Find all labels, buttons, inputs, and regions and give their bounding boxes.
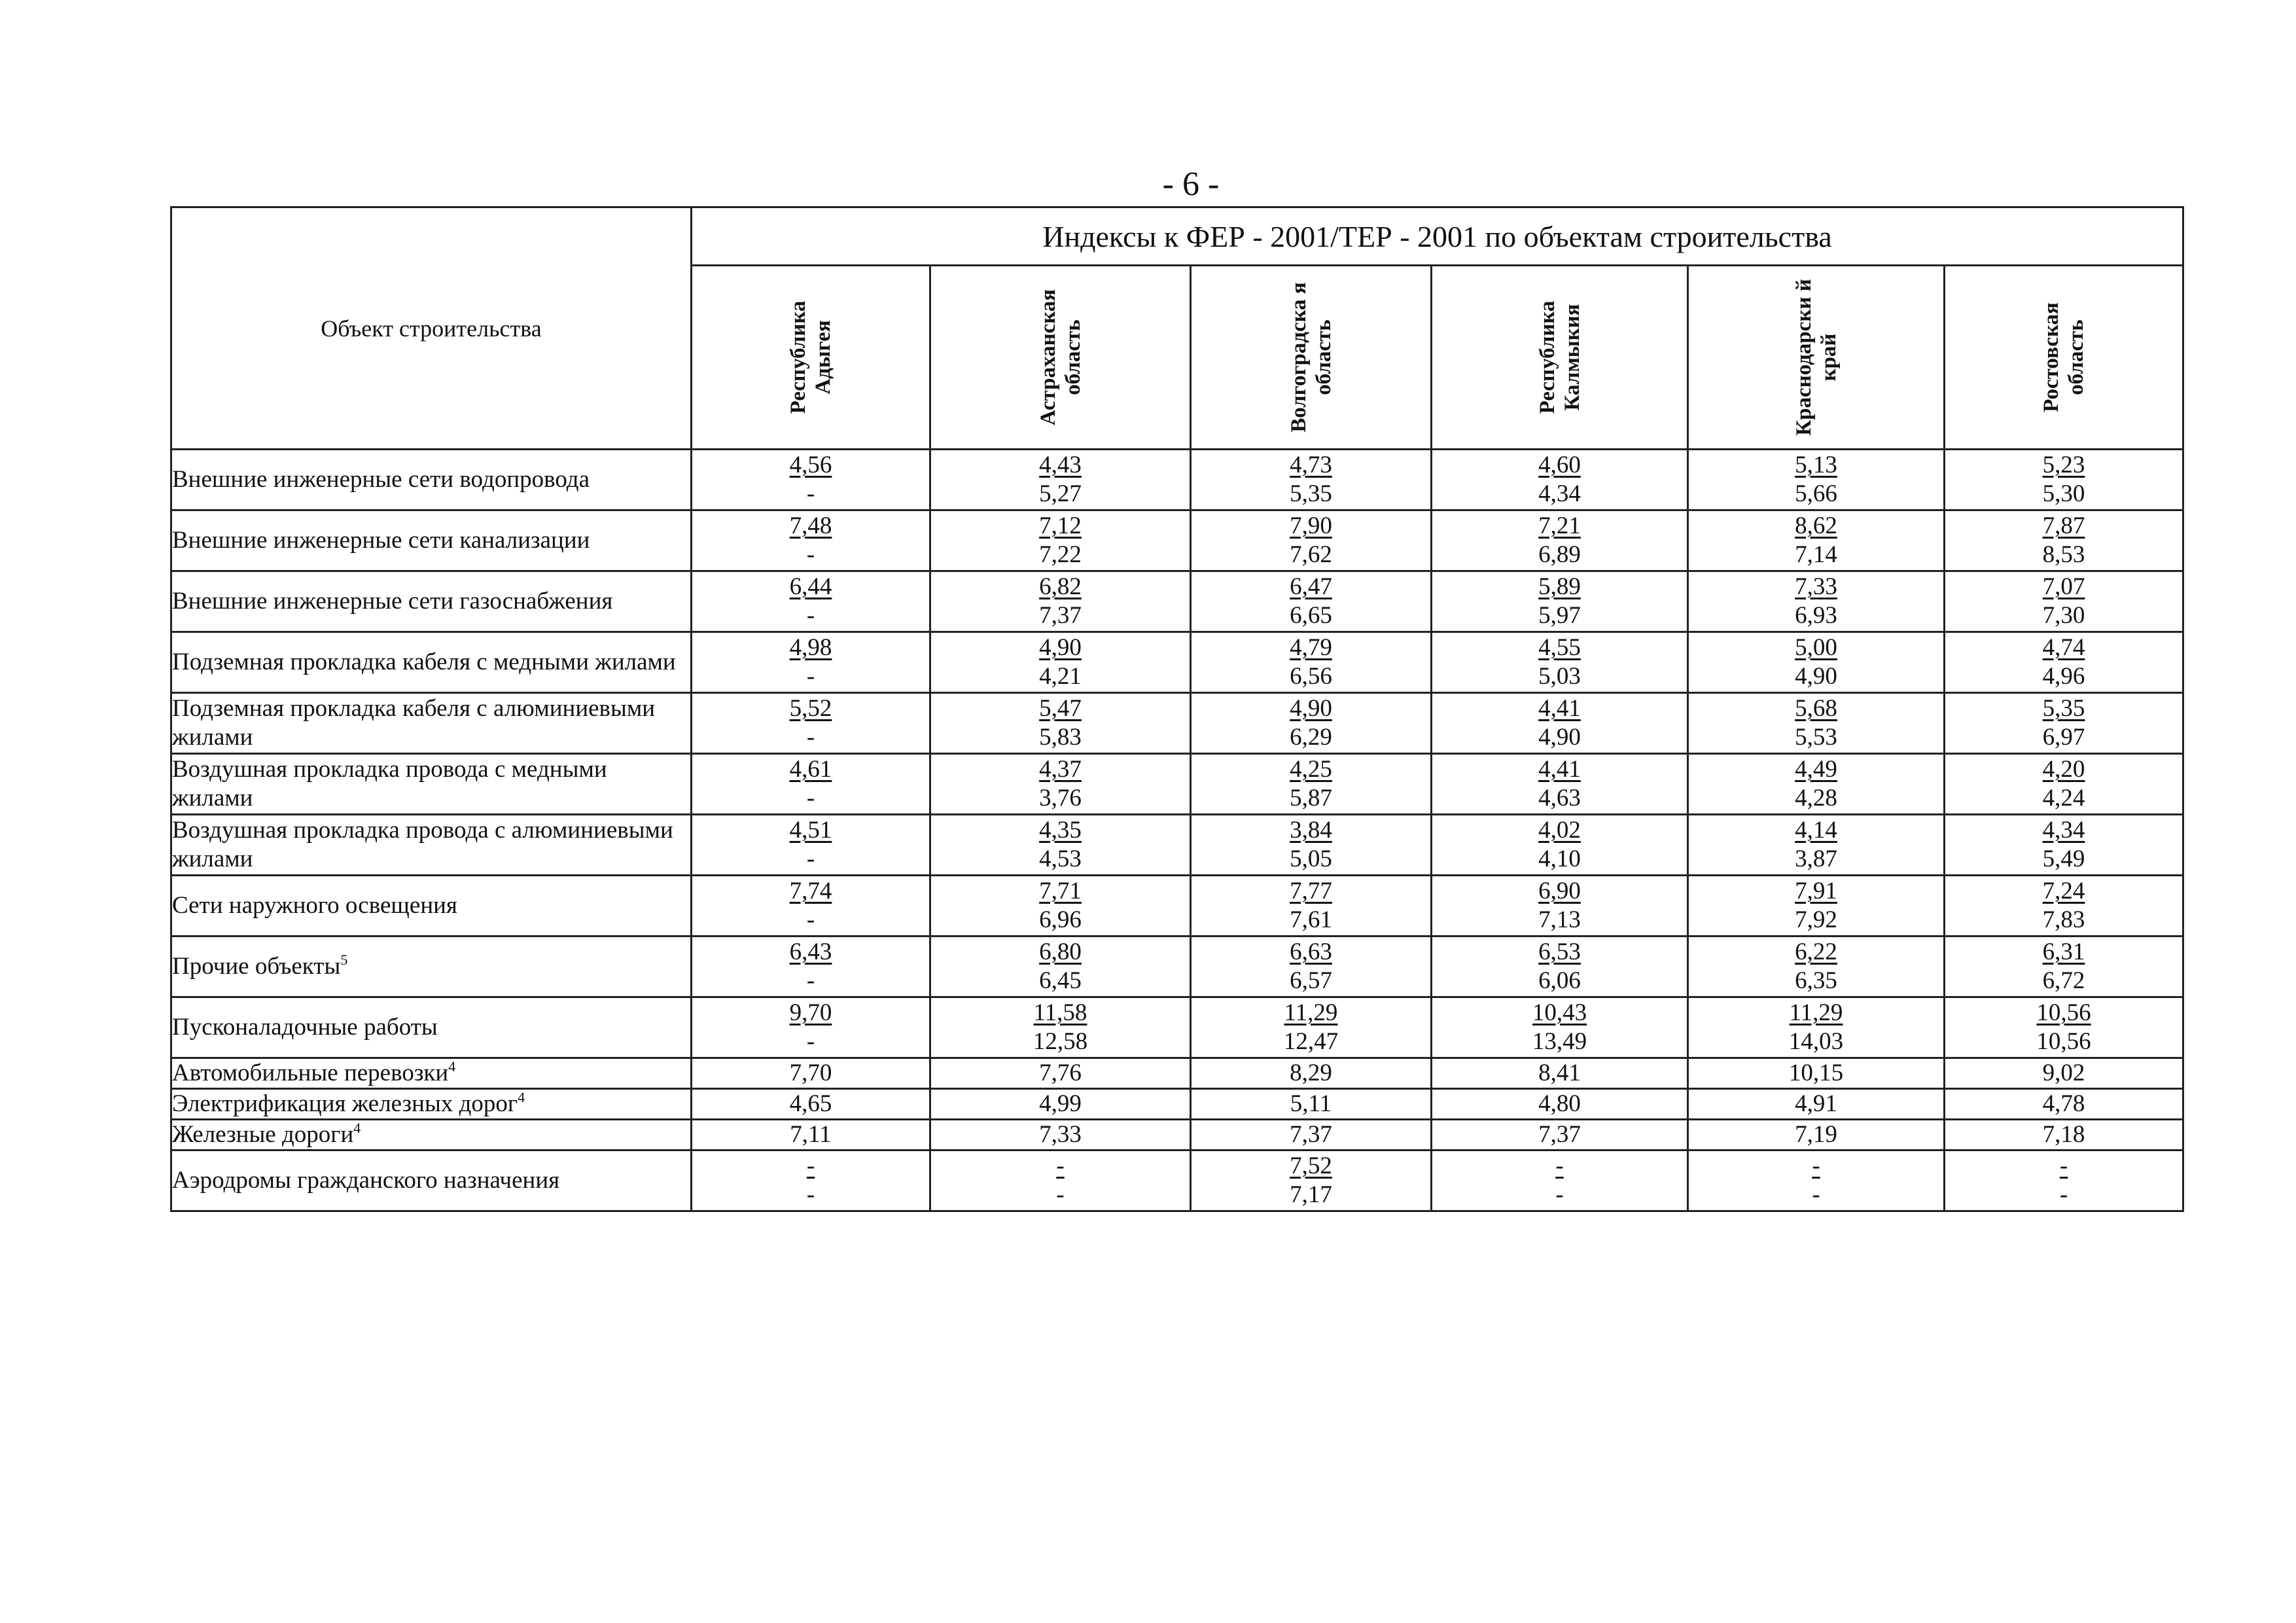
object-name: Автомобильные перевозки (172, 1060, 449, 1086)
index-value-top: 4,20 (2042, 756, 2085, 783)
index-value-cell (1945, 997, 2183, 1058)
table-row (171, 876, 2183, 936)
index-value-bottom: - (1056, 1181, 1065, 1208)
object-name-cell (171, 632, 692, 693)
index-value-bottom: 6,93 (1795, 602, 1837, 629)
index-value-bottom: 7,22 (1039, 541, 1082, 568)
index-value-top: 6,22 (1795, 938, 1837, 965)
index-value-bottom: 6,89 (1538, 541, 1581, 568)
index-value-bottom: 4,90 (1795, 663, 1837, 690)
index-value-cell (930, 1058, 1191, 1089)
table-row (171, 632, 2183, 693)
region-label: Республика Адыгея (786, 300, 835, 414)
index-value-cell (1688, 815, 1945, 876)
index-value-top: 5,47 (1039, 695, 1082, 722)
index-value-bottom: 6,06 (1538, 967, 1581, 994)
index-value: 9,02 (2042, 1060, 2085, 1086)
index-value-bottom: - (806, 846, 815, 872)
object-name: Воздушная прокладка провода с алюминиевыми жилами (172, 817, 673, 872)
index-value-cell (1945, 876, 2183, 936)
index-value-bottom: 5,83 (1039, 724, 1082, 751)
index-value-top: 4,37 (1039, 756, 1082, 783)
object-name: Воздушная прокладка провода с медными жилами (172, 756, 607, 812)
index-value-bottom: 5,97 (1538, 602, 1581, 629)
index-value-bottom: 5,27 (1039, 480, 1082, 507)
index-value-bottom: 5,05 (1290, 846, 1332, 872)
index-value-bottom: - (806, 906, 815, 933)
object-name: Внешние инженерные сети газоснабжения (172, 588, 613, 615)
index-value-bottom: 10,56 (2036, 1028, 2091, 1055)
index-value-cell (1432, 1150, 1688, 1211)
index-value-top: 7,87 (2042, 512, 2085, 539)
index-value-top: 5,35 (2042, 695, 2085, 722)
object-name: Пусконаладочные работы (172, 1014, 438, 1041)
index-value-top: 4,90 (1039, 634, 1082, 661)
index-value-cell (1688, 936, 1945, 997)
index-value-top: 4,02 (1538, 817, 1581, 844)
index-value-cell (1945, 936, 2183, 997)
index-value-bottom: 7,92 (1795, 906, 1837, 933)
index-value-cell (1432, 632, 1688, 693)
index-value-top: 11,29 (1789, 999, 1843, 1026)
index-value-cell (1191, 632, 1432, 693)
index-value-bottom: 7,83 (2042, 906, 2085, 933)
footnote-marker: 4 (448, 1058, 456, 1075)
index-value-top: 7,77 (1290, 878, 1332, 904)
index-value-top: 7,90 (1290, 512, 1332, 539)
page-number: - 6 - (1162, 166, 1220, 203)
index-value: 4,80 (1538, 1090, 1581, 1117)
index-value-top: 5,52 (789, 695, 832, 722)
index-value: 7,76 (1039, 1060, 1082, 1086)
region-header (1945, 266, 2183, 450)
index-value-top: 6,47 (1290, 573, 1332, 600)
table-title: Индексы к ФЕР - 2001/ТЕР - 2001 по объектам строительства (692, 207, 2183, 266)
object-name-cell (171, 1150, 692, 1211)
index-value-top: 10,43 (1532, 999, 1587, 1026)
index-value-top: 3,84 (1290, 817, 1332, 844)
index-value-top: 7,71 (1039, 878, 1082, 904)
object-name-cell (171, 876, 692, 936)
index-value-bottom: 6,65 (1290, 602, 1332, 629)
index-value-top: 4,74 (2042, 634, 2085, 661)
index-value: 4,65 (789, 1090, 832, 1117)
index-value-cell (1945, 1058, 2183, 1089)
region-label: Ростовская область (2040, 302, 2088, 412)
region-label: Республика Калмыкия (1535, 300, 1584, 414)
index-value-cell (1945, 1150, 2183, 1211)
index-value-top: 7,33 (1795, 573, 1837, 600)
index-value-cell (930, 876, 1191, 936)
index-value-bottom: 6,72 (2042, 967, 2085, 994)
index-value: 4,99 (1039, 1090, 1082, 1117)
index-value-bottom: 3,76 (1039, 785, 1082, 812)
index-value-top: 6,53 (1538, 938, 1581, 965)
index-value-cell (1432, 815, 1688, 876)
index-value-cell (1191, 571, 1432, 632)
index-value-top: - (1812, 1152, 1820, 1179)
object-name-cell (171, 1120, 692, 1150)
index-value-bottom: 8,53 (2042, 541, 2085, 568)
index-value-top: 4,79 (1290, 634, 1332, 661)
index-value-top: - (1056, 1152, 1065, 1179)
region-label: Волгоградска я область (1286, 282, 1335, 433)
index-value-bottom: 7,30 (2042, 602, 2085, 629)
index-value-top: 4,25 (1290, 756, 1332, 783)
index-value-cell (1191, 876, 1432, 936)
region-label: Астраханская область (1036, 289, 1085, 426)
index-value-cell (1688, 754, 1945, 815)
index-value-cell (692, 997, 930, 1058)
object-name-cell (171, 1058, 692, 1089)
table-row (171, 1120, 2183, 1150)
index-value-cell (930, 510, 1191, 571)
object-name-cell (171, 1089, 692, 1120)
index-value-top: 5,13 (1795, 452, 1837, 478)
index-value-bottom: 5,03 (1538, 663, 1581, 690)
index-value-cell (1191, 936, 1432, 997)
index-value-cell (930, 693, 1191, 754)
index-value-cell (930, 632, 1191, 693)
index-value-cell (1191, 450, 1432, 510)
index-value-top: 11,58 (1033, 999, 1087, 1026)
index-value-cell (1432, 936, 1688, 997)
index-value-bottom: 7,62 (1290, 541, 1332, 568)
object-name: Прочие объекты (172, 953, 341, 980)
index-value-top: 4,61 (789, 756, 832, 783)
index-value-bottom: 4,24 (2042, 785, 2085, 812)
index-value-bottom: 4,21 (1039, 663, 1082, 690)
index-value-cell (1688, 450, 1945, 510)
index-value-cell (1945, 450, 2183, 510)
index-value-cell (692, 1120, 930, 1150)
index-value-bottom: 12,47 (1283, 1028, 1339, 1055)
index-value-cell (930, 1089, 1191, 1120)
index-value-top: 4,90 (1290, 695, 1332, 722)
index-value-top: 4,41 (1538, 756, 1581, 783)
index-value-bottom: 4,10 (1538, 846, 1581, 872)
index-value: 10,15 (1788, 1060, 1844, 1086)
index-value-bottom: - (806, 541, 815, 568)
index-value-bottom: - (806, 602, 815, 629)
index-value-bottom: 4,63 (1538, 785, 1581, 812)
index-value-cell (1191, 997, 1432, 1058)
index-value-bottom: 7,14 (1795, 541, 1837, 568)
index-value-cell (692, 693, 930, 754)
index-value-bottom: 7,17 (1290, 1181, 1332, 1208)
index-value-bottom: 6,56 (1290, 663, 1332, 690)
table-row (171, 936, 2183, 997)
index-value-bottom: - (806, 480, 815, 507)
index-value-bottom: 4,90 (1538, 724, 1581, 751)
index-value-top: 9,70 (789, 999, 832, 1026)
region-header (1191, 266, 1432, 450)
index-value-top: 6,80 (1039, 938, 1082, 965)
table-row (171, 571, 2183, 632)
index-value: 7,18 (2042, 1121, 2085, 1148)
index-value-top: 7,91 (1795, 878, 1837, 904)
index-value-cell (1432, 1058, 1688, 1089)
index-value-top: 11,29 (1284, 999, 1338, 1026)
index-value-cell (1945, 510, 2183, 571)
index-value: 4,78 (2042, 1090, 2085, 1117)
index-value-bottom: 4,96 (2042, 663, 2085, 690)
index-value-top: 7,07 (2042, 573, 2085, 600)
index-value-cell (1688, 510, 1945, 571)
index-value-bottom: 6,29 (1290, 724, 1332, 751)
object-name-cell (171, 815, 692, 876)
index-value: 8,41 (1538, 1060, 1581, 1086)
index-value-cell (1688, 876, 1945, 936)
index-value-bottom: - (806, 724, 815, 751)
region-label: Краснодарски й край (1792, 279, 1841, 436)
index-value-cell (1688, 1058, 1945, 1089)
index-value-cell (1945, 632, 2183, 693)
index-value-cell (1688, 571, 1945, 632)
index-value-cell (1945, 571, 2183, 632)
table-row (171, 1058, 2183, 1089)
index-value-cell (692, 1089, 930, 1120)
index-value-bottom: 6,97 (2042, 724, 2085, 751)
table-row (171, 450, 2183, 510)
index-value-top: 7,74 (789, 878, 832, 904)
object-name: Подземная прокладка кабеля с медными жилами (172, 649, 676, 675)
index-value-cell (1945, 815, 2183, 876)
index-value-cell (1191, 815, 1432, 876)
index-value-top: 5,68 (1795, 695, 1837, 722)
index-value-cell (1432, 510, 1688, 571)
index-value: 7,33 (1039, 1121, 1082, 1148)
index-value-cell (930, 997, 1191, 1058)
index-value-cell (1191, 754, 1432, 815)
index-value-bottom: 14,03 (1788, 1028, 1844, 1055)
index-value-bottom: 6,35 (1795, 967, 1837, 994)
index-value-top: 4,43 (1039, 452, 1082, 478)
index-value-cell (930, 450, 1191, 510)
index-value-bottom: 5,30 (2042, 480, 2085, 507)
footnote-marker: 4 (518, 1089, 525, 1105)
index-value-top: 7,21 (1538, 512, 1581, 539)
index-value-cell (692, 876, 930, 936)
index-value-top: 7,52 (1290, 1152, 1332, 1179)
index-value-cell (1945, 754, 2183, 815)
object-name: Аэродромы гражданского назначения (172, 1167, 560, 1194)
index-value-top: 4,49 (1795, 756, 1837, 783)
index-value-bottom: 7,13 (1538, 906, 1581, 933)
object-name: Электрификация железных дорог (172, 1090, 518, 1117)
index-value-bottom: 7,37 (1039, 602, 1082, 629)
index-value-top: 4,35 (1039, 817, 1082, 844)
index-value-cell (692, 1150, 930, 1211)
index-value: 7,37 (1290, 1121, 1332, 1148)
index-value-bottom: 3,87 (1795, 846, 1837, 872)
index-value: 4,91 (1795, 1090, 1837, 1117)
index-value-cell (1191, 1089, 1432, 1120)
index-value-cell (1432, 450, 1688, 510)
object-name-cell (171, 997, 692, 1058)
object-name-cell (171, 936, 692, 997)
index-table (170, 206, 2184, 1212)
index-value-top: 4,41 (1538, 695, 1581, 722)
index-value-cell (1432, 997, 1688, 1058)
index-value-cell (692, 510, 930, 571)
object-name-cell (171, 510, 692, 571)
object-name-cell (171, 754, 692, 815)
index-value-cell (1432, 1120, 1688, 1150)
index-value-top: - (1555, 1152, 1564, 1179)
index-value-bottom: - (806, 1028, 815, 1055)
index-value-cell (1432, 876, 1688, 936)
index-value-top: 4,34 (2042, 817, 2085, 844)
object-column-header (171, 207, 692, 450)
index-value-cell (1432, 754, 1688, 815)
index-value-bottom: - (806, 967, 815, 994)
object-name-cell (171, 693, 692, 754)
index-value-cell (692, 450, 930, 510)
index-value-bottom: 5,66 (1795, 480, 1837, 507)
table-row (171, 510, 2183, 571)
index-value-bottom: - (806, 1181, 815, 1208)
index-value-top: 6,63 (1290, 938, 1332, 965)
index-value-cell (930, 1120, 1191, 1150)
index-value-top: 6,31 (2042, 938, 2085, 965)
index-value-top: 6,82 (1039, 573, 1082, 600)
index-value-bottom: - (806, 785, 815, 812)
index-value-cell (1191, 1150, 1432, 1211)
object-name: Подземная прокладка кабеля с алюминиевыми жилами (172, 695, 656, 751)
index-value-top: 7,48 (789, 512, 832, 539)
index-value-bottom: 6,57 (1290, 967, 1332, 994)
index-value-top: 4,98 (789, 634, 832, 661)
index-value: 5,11 (1290, 1090, 1332, 1117)
index-value-cell (1191, 510, 1432, 571)
index-value-cell (930, 815, 1191, 876)
index-value-bottom: 4,28 (1795, 785, 1837, 812)
index-value-bottom: - (2059, 1181, 2068, 1208)
index-value-top: 4,14 (1795, 817, 1837, 844)
index-value-bottom: - (1812, 1181, 1820, 1208)
index-value-bottom: 5,53 (1795, 724, 1837, 751)
object-name: Сети наружного освещения (172, 892, 457, 919)
index-value-top: 4,73 (1290, 452, 1332, 478)
index-value-top: 5,23 (2042, 452, 2085, 478)
index-value-bottom: 13,49 (1532, 1028, 1587, 1055)
index-value-cell (1432, 1089, 1688, 1120)
index-value-top: 6,44 (789, 573, 832, 600)
table-row (171, 693, 2183, 754)
region-header (1432, 266, 1688, 450)
index-value-cell (692, 571, 930, 632)
index-value-cell (1432, 571, 1688, 632)
object-name: Внешние инженерные сети водопровода (172, 466, 590, 493)
index-value-bottom: 4,53 (1039, 846, 1082, 872)
index-value-bottom: 12,58 (1033, 1028, 1088, 1055)
index-value-cell (692, 632, 930, 693)
region-header (1688, 266, 1945, 450)
index-value: 7,70 (789, 1060, 832, 1086)
index-value-cell (930, 1150, 1191, 1211)
index-value-cell (1191, 1120, 1432, 1150)
index-value-cell (1191, 1058, 1432, 1089)
index-value-cell (1688, 693, 1945, 754)
object-name-cell (171, 571, 692, 632)
index-value-cell (1688, 632, 1945, 693)
table-body (171, 450, 2183, 1211)
index-value-cell (1191, 693, 1432, 754)
index-value-top: 4,55 (1538, 634, 1581, 661)
index-value-top: 4,56 (789, 452, 832, 478)
index-value: 7,19 (1795, 1121, 1837, 1148)
index-value-cell (930, 754, 1191, 815)
region-header (692, 266, 930, 450)
index-value: 8,29 (1290, 1060, 1332, 1086)
index-value-top: 7,24 (2042, 878, 2085, 904)
index-value-cell (1688, 1089, 1945, 1120)
index-value-cell (1688, 1120, 1945, 1150)
index-value-top: 10,56 (2036, 999, 2091, 1026)
index-value-cell (1688, 997, 1945, 1058)
index-value-top: 4,51 (789, 817, 832, 844)
footnote-marker: 4 (353, 1120, 361, 1136)
index-value-cell (692, 1058, 930, 1089)
index-value: 7,37 (1538, 1121, 1581, 1148)
index-value-cell (692, 815, 930, 876)
index-value-top: 6,90 (1538, 878, 1581, 904)
index-value-top: - (806, 1152, 815, 1179)
index-value-cell (1688, 1150, 1945, 1211)
index-value-cell (930, 571, 1191, 632)
index-value-bottom: 5,87 (1290, 785, 1332, 812)
table-row (171, 754, 2183, 815)
table-row (171, 997, 2183, 1058)
table-row (171, 1150, 2183, 1211)
index-value-bottom: 4,34 (1538, 480, 1581, 507)
index-value-bottom: 5,35 (1290, 480, 1332, 507)
index-value-top: 8,62 (1795, 512, 1837, 539)
index-value-bottom: 7,61 (1290, 906, 1332, 933)
index-value-bottom: 6,45 (1039, 967, 1082, 994)
object-name: Внешние инженерные сети канализации (172, 527, 590, 554)
index-value-bottom: 6,96 (1039, 906, 1082, 933)
index-value-cell (1945, 1089, 2183, 1120)
index-value-top: 7,12 (1039, 512, 1082, 539)
index-value-cell (1945, 693, 2183, 754)
index-value-cell (1432, 693, 1688, 754)
index-value: 7,11 (790, 1121, 832, 1148)
index-value-top: 5,00 (1795, 634, 1837, 661)
index-value-bottom: 5,49 (2042, 846, 2085, 872)
index-value-cell (930, 936, 1191, 997)
index-value-cell (692, 936, 930, 997)
index-value-cell (692, 754, 930, 815)
index-value-top: 4,60 (1538, 452, 1581, 478)
index-value-bottom: - (806, 663, 815, 690)
object-name-cell (171, 450, 692, 510)
index-value-bottom: - (1555, 1181, 1564, 1208)
table-row (171, 1089, 2183, 1120)
object-column-label: Объект строительства (321, 315, 542, 342)
table-row (171, 815, 2183, 876)
region-header (930, 266, 1191, 450)
index-value-cell (1945, 1120, 2183, 1150)
index-value-top: 5,89 (1538, 573, 1581, 600)
index-value-top: 6,43 (789, 938, 832, 965)
footnote-marker: 5 (340, 952, 348, 968)
object-name: Железные дороги (172, 1121, 354, 1148)
index-value-top: - (2059, 1152, 2068, 1179)
